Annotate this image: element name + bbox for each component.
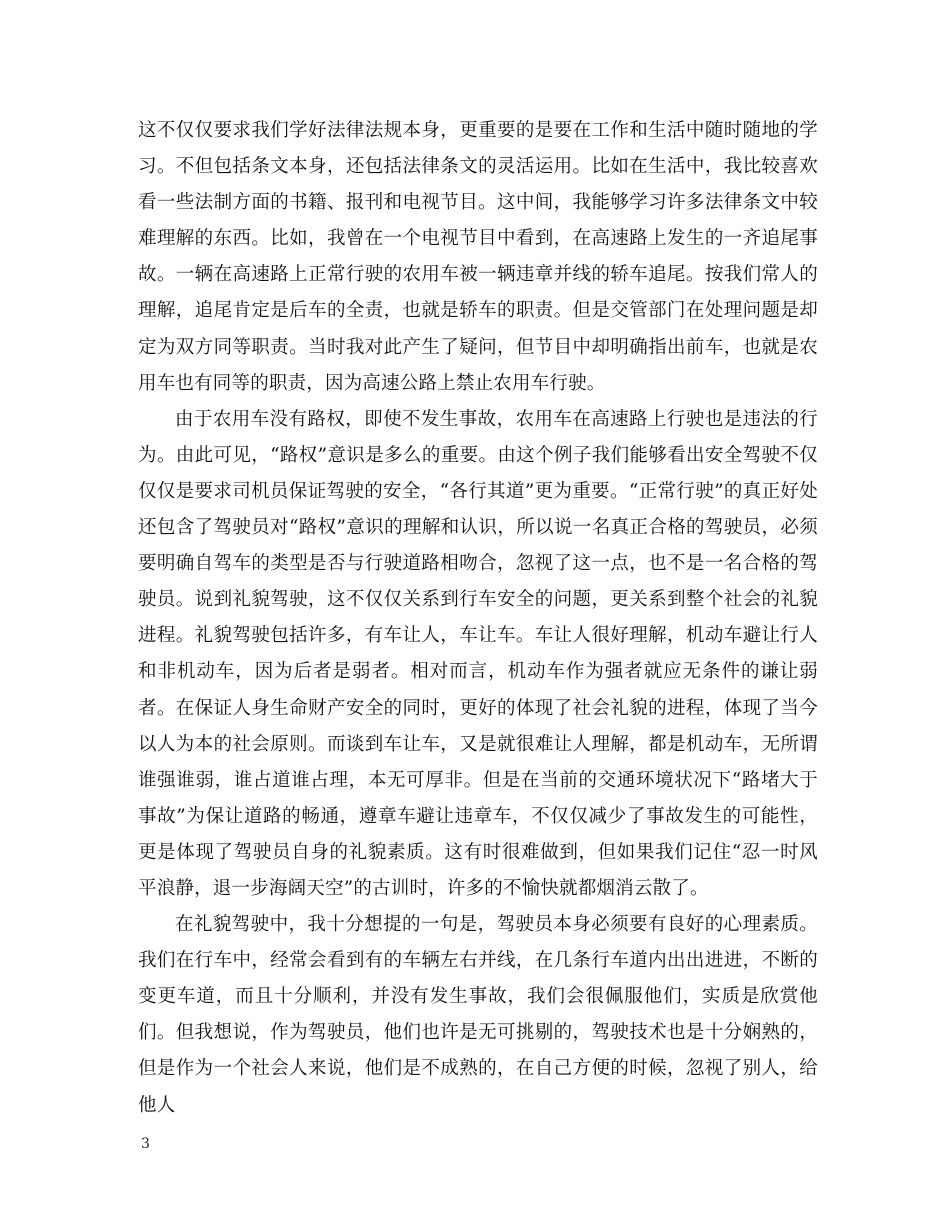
paragraph-1: 这不仅仅要求我们学好法律法规本身，更重要的是要在工作和生活中随时随地的学习。不但包括条文本身，还包括法律条文的灵活运用。比如在生活中，我比较喜欢看一些法制方面的书籍、报刊和电视节目。这中间，我能够学习许多法律条文中较难理解的东西。比如，我曾在一个电视节目中看到，在高速路上发生的一齐追尾事故。一辆在高速路上正常行驶的农用车被一辆违章并线的轿车追尾。按我们常人的理解，追尾肯定是后车的全责，也就是轿车的职责。但是交管部门在处理问题是却定为双方同等职责。当时我对此产生了疑问，但节目中却明确指出前车，也就是农用车也有同等的职责，因为高速公路上禁止农用车行驶。 bbox=[138, 120, 818, 394]
page-number: 3 bbox=[141, 1136, 150, 1152]
body-text bbox=[138, 113, 818, 1124]
paragraph-3: 在礼貌驾驶中，我十分想提的一句是，驾驶员本身必须要有良好的心理素质。我们在行车中，经常会看到有的车辆左右并线，在几条行车道内出出进进，不断的变更车道，而且十分顺利，并没有发生事故，我们会很佩服他们，实质是欣赏他们。但我想说，作为驾驶员，他们也许是无可挑剔的，驾驶技术也是十分娴熟的，但是作为一个社会人来说，他们是不成熟的，在自己方便的时候，忽视了别人，给他人 bbox=[138, 914, 818, 1116]
paragraph-2: 由于农用车没有路权，即使不发生事故，农用车在高速路上行驶也是违法的行为。由此可见，“路权”意识是多么的重要。由这个例子我们能够看出安全驾驶不仅仅仅是要求司机员保证驾驶的安全，“各行其道”更为重要。“正常行驶”的真正好处还包含了驾驶员对“路权”意识的理解和认识，所以说一名真正合格的驾驶员，必须要明确自驾车的类型是否与行驶道路相吻合，忽视了这一点，也不是一名合格的驾驶员。说到礼貌驾驶，这不仅仅关系到行车安全的问题，更关系到整个社会的礼貌进程。礼貌驾驶包括许多，有车让人，车让车。车让人很好理解，机动车避让行人和非机动车，因为后者是弱者。相对而言，机动车作为强者就应无条件的谦让弱者。在保证人身生命财产安全的同时，更好的体现了社会礼貌的进程，体现了当今以人为本的社会原则。而谈到车让车，又是就很难让人理解，都是机动车，无所谓谁强谁弱，谁占道谁占理，本无可厚非。但是在当前的交通环境状况下“路堵大于事故”为保让道路的畅通，遵章车避让违章车，不仅仅减少了事故发生的可能性，更是体现了驾驶员自身的礼貌素质。这有时很难做到，但如果我们记住“忍一时风平浪静，退一步海阔天空”的古训时，许多的不愉快就都烟消云散了。 bbox=[138, 408, 818, 899]
